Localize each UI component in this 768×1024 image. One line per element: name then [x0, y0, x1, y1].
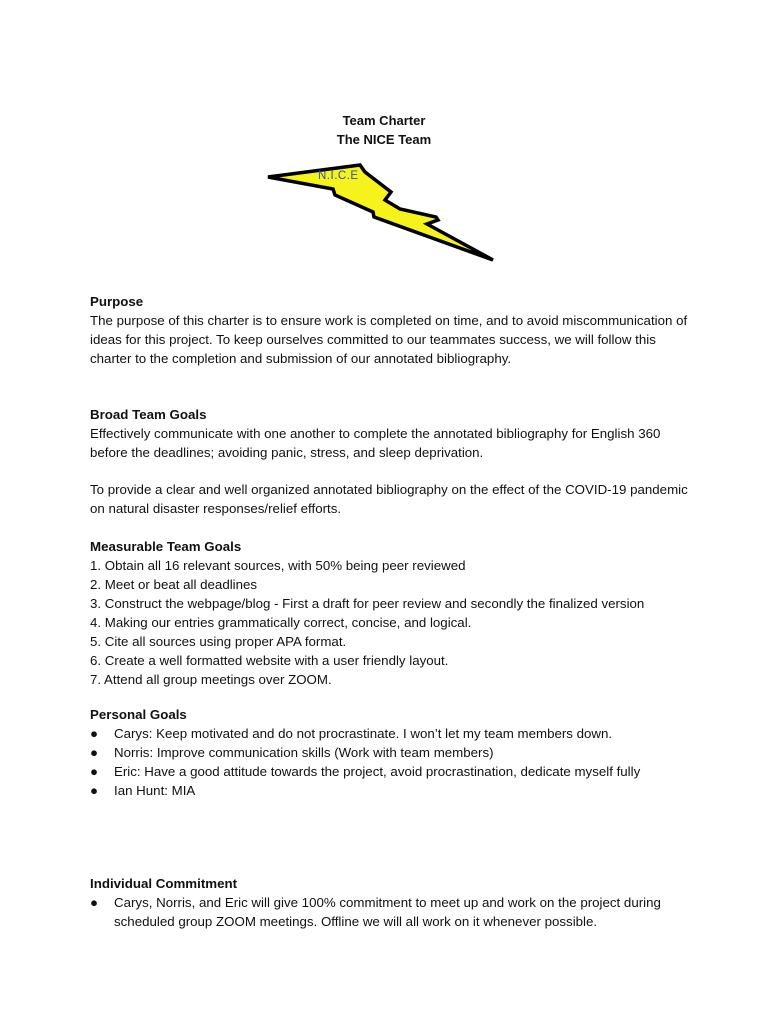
measurable-goals-list [90, 556, 690, 689]
broad-goals-paragraph-2: To provide a clear and well organized annotated bibliography on the effect of the COVID-19 pandemic on natural disaster responses/relief efforts. [90, 482, 688, 516]
bullet-icon: ● [90, 895, 99, 910]
personal-goals-section [90, 705, 690, 800]
list-item [90, 724, 690, 743]
list-item [90, 781, 690, 800]
individual-commitment-list [90, 893, 690, 931]
list-item-text: Carys: Keep motivated and do not procrastinate. I won’t let my team members down. [114, 726, 613, 741]
individual-commitment-heading: Individual Commitment [90, 876, 238, 891]
list-item [90, 893, 690, 931]
document-title: Team Charter [342, 113, 426, 128]
personal-goals-heading: Personal Goals [90, 707, 187, 722]
list-item [90, 743, 690, 762]
document-subtitle: The NICE Team [336, 132, 432, 147]
list-item: 3. Construct the webpage/blog - First a draft for peer review and secondly the finalized version [90, 596, 645, 611]
list-item-text: Ian Hunt: MIA [114, 783, 196, 798]
bullet-icon: ● [90, 745, 99, 760]
list-item: 2. Meet or beat all deadlines [90, 577, 258, 592]
personal-goals-list [90, 724, 690, 800]
purpose-body: The purpose of this charter is to ensure work is completed on time, and to avoid miscommunication of ideas for this project. To keep ourselves committed to our teammates success, we will follow this charter to the completion and submission of our annotated bibliography. [90, 313, 688, 366]
list-item: 1. Obtain all 16 relevant sources, with 50% being peer reviewed [90, 558, 466, 573]
broad-goals-heading: Broad Team Goals [90, 407, 207, 422]
broad-goals-paragraph-1: Effectively communicate with one another to complete the annotated bibliography for English 360 before the deadlines; avoiding panic, stress, and sleep deprivation. [90, 426, 661, 460]
lightning-bolt-shape [268, 165, 493, 260]
list-item-text: Eric: Have a good attitude towards the project, avoid procrastination, dedicate myself fully [114, 764, 641, 779]
bullet-icon: ● [90, 783, 99, 798]
list-item: 4. Making our entries grammatically correct, concise, and logical. [90, 615, 472, 630]
individual-commitment-section [90, 874, 690, 931]
broad-goals-continued [90, 480, 690, 518]
measurable-goals-section [90, 537, 690, 689]
broad-goals-section [90, 405, 690, 462]
purpose-section [90, 292, 690, 368]
bullet-icon: ● [90, 764, 99, 779]
bullet-icon: ● [90, 726, 99, 741]
list-item: 5. Cite all sources using proper APA format. [90, 634, 347, 649]
list-item: 6. Create a well formatted website with a user friendly layout. [90, 653, 449, 668]
logo-text: N.I.C.E [318, 170, 359, 182]
measurable-goals-heading: Measurable Team Goals [90, 539, 242, 554]
purpose-heading: Purpose [90, 294, 144, 309]
list-item-text: Carys, Norris, and Eric will give 100% commitment to meet up and work on the project during scheduled group ZOOM meetings. Offline we will all work on it whenever possible. [114, 895, 661, 929]
list-item [90, 762, 690, 781]
list-item: 7. Attend all group meetings over ZOOM. [90, 672, 332, 687]
list-item-text: Norris: Improve communication skills (Work with team members) [114, 745, 494, 760]
lightning-bolt-logo [265, 162, 497, 266]
